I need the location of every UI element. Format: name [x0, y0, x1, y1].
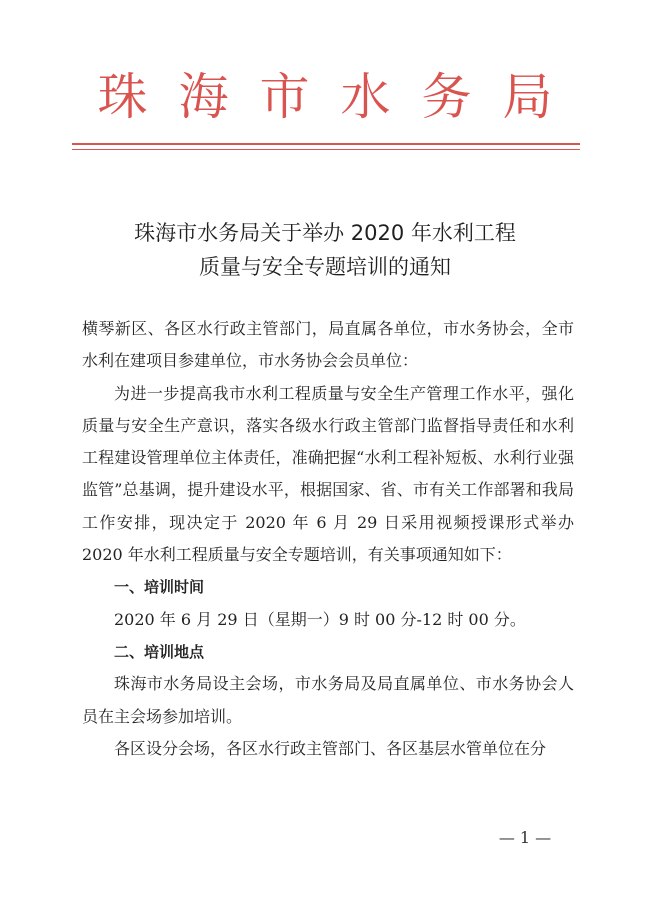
- training-time-paragraph: 2020 年 6 月 29 日（星期一）9 时 00 分-12 时 00 分。: [114, 609, 526, 629]
- letterhead-rule-thick: [72, 143, 580, 145]
- section-heading-training-time: 一、培训时间: [114, 578, 205, 597]
- addressee-paragraph: 横琴新区、各区水行政主管部门，局直属各单位，市水务协会，全市水利在建项目参建单位，市水务协会会员单位：: [82, 319, 574, 371]
- training-location-paragraph-2: 各区设分会场，各区水行政主管部门、各区基层水管单位在分: [114, 738, 547, 758]
- page-number: — 1 —: [498, 828, 552, 847]
- section-heading-training-location: 二、培训地点: [114, 642, 205, 661]
- org-letterhead: 珠海市水务局: [97, 68, 584, 126]
- document-body: [82, 313, 574, 765]
- intro-paragraph: 为进一步提高我市水利工程质量与安全生产管理工作水平，强化质量与安全生产意识，落实各级水行政主管部门监督指导责任和水利工程建设管理单位主体责任，准确把握“水利工程补短板、水利行业强监管”总基调，提升建设水平，根据国家、省、市有关工作部署和我局工作安排，现决定于 2020 年 6 月 29 日采用视频授课形式举办 2020 年水利工程质量与安全专题培训，有关事项通知如下：: [82, 383, 574, 565]
- document-title-line-2: 质量与安全专题培训的通知: [199, 255, 451, 279]
- document-title-line-1: 珠海市水务局关于举办 2020 年水利工程: [134, 221, 516, 245]
- document-title: [0, 216, 650, 284]
- training-location-paragraph-1: 珠海市水务局设主会场，市水务局及局直属单位、市水务协会人员在主会场参加培训。: [82, 674, 574, 726]
- letterhead-rule-thin: [72, 149, 580, 150]
